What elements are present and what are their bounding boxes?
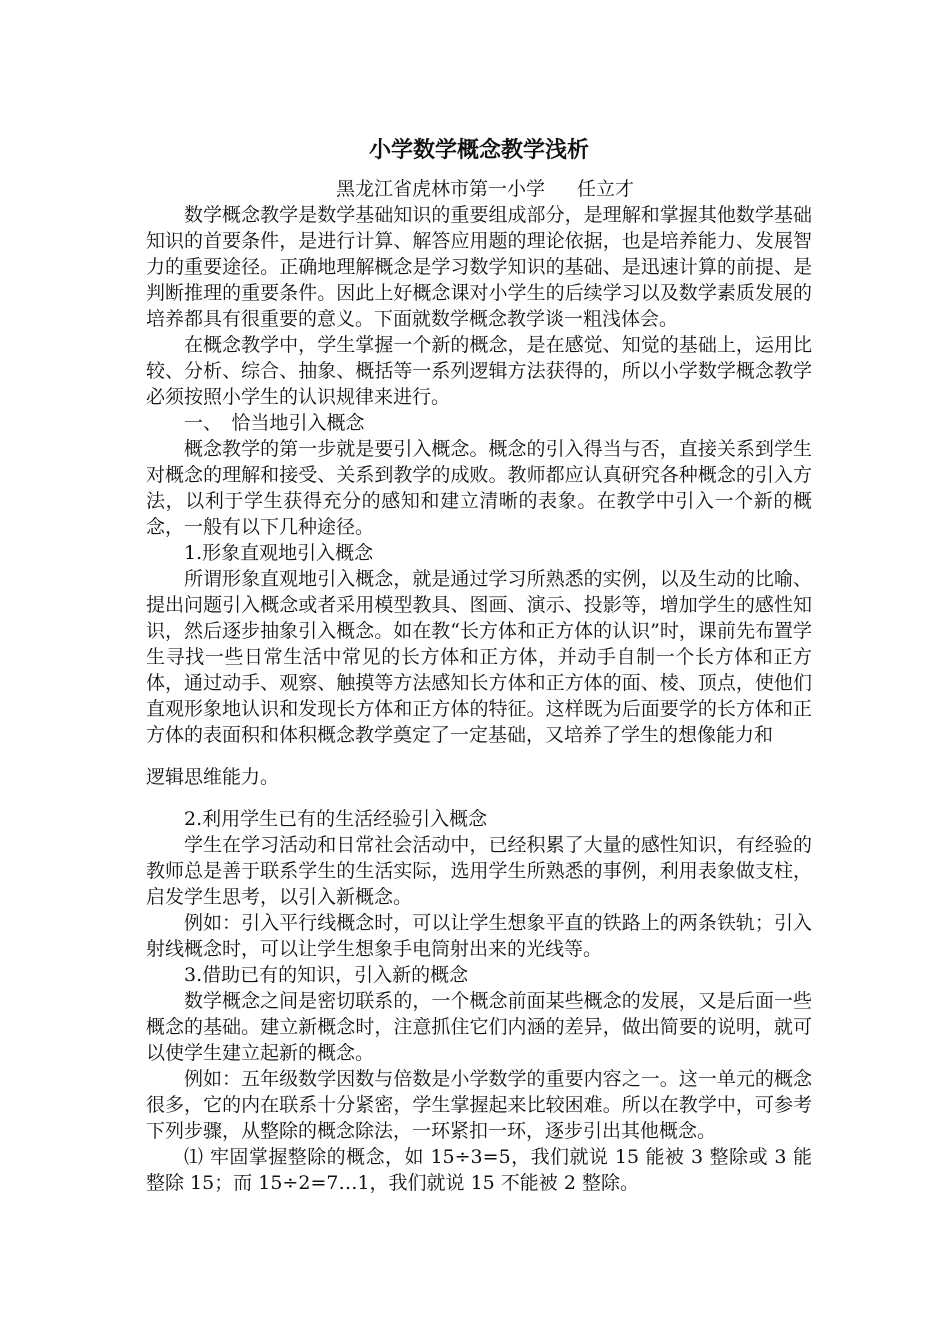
paragraph: 数学概念之间是密切联系的，一个概念前面某些概念的发展，又是后面一些概念的基础。建立新概念时，注意抓住它们内涵的差异，做出简要的说明，就可以使学生建立起新的概念。 xyxy=(146,990,812,1064)
subsection-heading: 1.形象直观地引入概念 xyxy=(184,542,374,564)
author-school: 黑龙江省虎林市第一小学 xyxy=(336,178,546,200)
paragraph: 学生在学习活动和日常社会活动中，已经积累了大量的感性知识，有经验的教师总是善于联系学生的生活实际，选用学生所熟悉的事例，利用表象做支柱，启发学生思考，以引入新概念。 xyxy=(146,834,812,908)
paragraph: ⑴ 牢固掌握整除的概念，如 15÷3=5，我们就说 15 能被 3 整除或 3 能整除 15；而 15÷2=7…1，我们就说 15 不能被 2 整除。 xyxy=(146,1146,812,1194)
subsection-heading: 2.利用学生已有的生活经验引入概念 xyxy=(184,808,488,830)
paragraph: 例如：引入平行线概念时，可以让学生想象平直的铁路上的两条铁轨；引入射线概念时，可以让学生想象手电筒射出来的光线等。 xyxy=(146,912,812,960)
paragraph: 例如：五年级数学因数与倍数是小学数学的重要内容之一。这一单元的概念很多，它的内在联系十分紧密，学生掌握起来比较困难。所以在教学中，可参考下列步骤，从整除的概念除法，一环紧扣一环，逐步引出其他概念。 xyxy=(146,1068,812,1142)
paragraph: 概念教学的第一步就是要引入概念。概念的引入得当与否，直接关系到学生对概念的理解和接受、关系到教学的成败。教师都应认真研究各种概念的引入方法，以利于学生获得充分的感知和建立清晰的表象。在教学中引入一个新的概念，一般有以下几种途径。 xyxy=(146,438,812,538)
paragraph: 数学概念教学是数学基础知识的重要组成部分，是理解和掌握其他数学基础知识的首要条件，是进行计算、解答应用题的理论依据，也是培养能力、发展智力的重要途径。正确地理解概念是学习数学知识的基础、是迅速计算的前提、是判断推理的重要条件。因此上好概念课对小学生的后续学习以及数学素质发展的培养都具有很重要的意义。下面就数学概念教学谈一粗浅体会。 xyxy=(146,204,812,330)
section-heading: 一、 恰当地引入概念 xyxy=(184,412,365,434)
paragraph-continuation: 逻辑思维能力。 xyxy=(146,766,280,788)
subsection-heading: 3.借助已有的知识，引入新的概念 xyxy=(184,964,469,986)
author-line xyxy=(286,176,812,202)
paragraph: 在概念教学中，学生掌握一个新的概念，是在感觉、知觉的基础上，运用比较、分析、综合、抽象、概括等一系列逻辑方法获得的，所以小学数学概念教学必须按照小学生的认识规律来进行。 xyxy=(146,334,812,408)
paragraph: 所谓形象直观地引入概念，就是通过学习所熟悉的实例，以及生动的比喻、提出问题引入概念或者采用模型教具、图画、演示、投影等，增加学生的感性知识，然后逐步抽象引入概念。如在教“长方体和正方体的认识”时，课前先布置学生寻找一些日常生活中常见的长方体和正方体，并动手自制一个长方体和正方体，通过动手、观察、触摸等方法感知长方体和正方体的面、棱、顶点，使他们直观形象地认识和发现长方体和正方体的特征。这样既为后面要学的长方体和正方体的表面积和体积概念教学奠定了一定基础，又培养了学生的想像能力和 xyxy=(146,568,812,746)
document-page xyxy=(146,132,812,1196)
author-name: 任立才 xyxy=(577,178,635,200)
document-title: 小学数学概念教学浅析 xyxy=(368,137,589,163)
